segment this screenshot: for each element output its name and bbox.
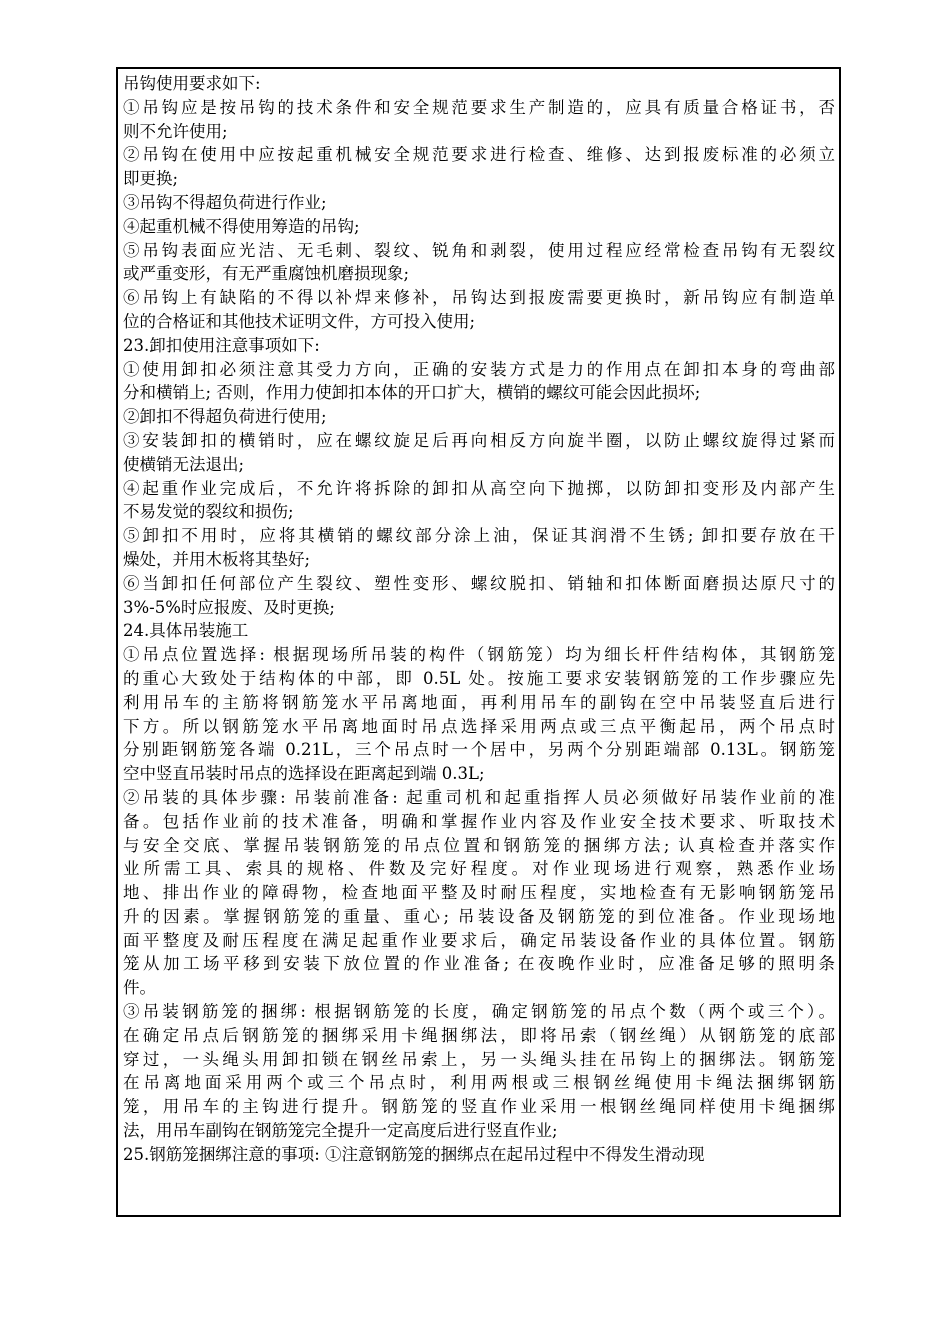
text-line: 不易发觉的裂纹和损伤; [123, 502, 294, 522]
text-line: 在确定吊点后钢筋笼的捆绑采用卡绳捆绑法，即将吊索（钢丝绳）从钢筋笼的底部 [123, 1025, 835, 1045]
text-line: 面平整度及耐压程度在满足起重作业要求后，确定吊装设备作业的具体位置。钢筋 [123, 930, 835, 950]
text-line: 业所需工具、索具的规格、件数及完好程度。对作业现场进行观察，熟悉作业场 [123, 859, 835, 879]
text-line: ⑥吊钩上有缺陷的不得以补焊来修补，吊钩达到报废需要更换时，新吊钩应有制造单 [123, 288, 835, 308]
text-line: ②吊装的具体步骤: 吊装前准备: 起重司机和起重指挥人员必须做好吊装作业前的准 [123, 787, 835, 807]
text-line: ③吊钩不得超负荷进行作业; [123, 192, 327, 212]
text-line: 24.具体吊装施工 [123, 621, 249, 641]
text-line: 或严重变形，有无严重腐蚀机磨损现象; [123, 264, 410, 284]
text-line: 空中竖直吊装时吊点的选择设在距离起到端 0.3L; [123, 764, 485, 784]
text-line: 吊钩使用要求如下: [123, 74, 261, 93]
text-line: 则不允许使用; [123, 121, 228, 141]
text-line: ②卸扣不得超负荷进行使用; [123, 407, 327, 427]
text-line: 笼从加工场平移到安装下放位置的作业准备; 在夜晚作业时，应准备足够的照明条 [123, 954, 835, 974]
text-line: 利用吊车的主筋将钢筋笼水平吊离地面，再利用吊车的副钩在空中吊装竖直后进行 [123, 692, 835, 712]
text-line: 分别距钢筋笼各端 0.21L，三个吊点时一个居中，另两个分别距端部 0.13L。钢筋笼 [123, 740, 835, 760]
text-line: 件。 [123, 978, 156, 998]
text-line: ①吊点位置选择: 根据现场所吊装的构件（钢筋笼）均为细长杆件结构体，其钢筋笼 [123, 645, 835, 665]
text-line: 笼，用吊车的主钩进行提升。钢筋笼的竖直作业采用一根钢丝绳同样使用卡绳捆绑 [123, 1097, 835, 1117]
text-line: 23.卸扣使用注意事项如下: [123, 335, 320, 355]
text-line: 3%-5%时应报废、及时更换; [123, 597, 335, 617]
text-line: 穿过，一头绳头用卸扣锁在钢丝吊索上，另一头绳头挂在吊钩上的捆绑法。钢筋笼 [123, 1049, 835, 1069]
text-line: ③安装卸扣的横销时，应在螺纹旋足后再向相反方向旋半圈，以防止螺纹旋得过紧而 [123, 430, 835, 450]
text-line: ④起重作业完成后，不允许将拆除的卸扣从高空向下抛掷，以防卸扣变形及内部产生 [123, 478, 835, 498]
text-line: 分和横销上; 否则，作用力使卸扣本体的开口扩大，横销的螺纹可能会因此损坏; [123, 383, 701, 403]
text-line: ⑥当卸扣任何部位产生裂纹、塑性变形、螺纹脱扣、销轴和扣体断面磨损达原尺寸的 [123, 573, 835, 593]
text-line: 升的因素。掌握钢筋笼的重量、重心; 吊装设备及钢筋笼的到位准备。作业现场地 [123, 906, 835, 926]
text-line: ②吊钩在使用中应按起重机械安全规范要求进行检查、维修、达到报废标准的必须立 [123, 145, 835, 165]
text-line: ①使用卸扣必须注意其受力方向，正确的安装方式是力的作用点在卸扣本身的弯曲部 [123, 359, 835, 379]
text-line: 即更换; [123, 169, 179, 189]
text-line: ①吊钩应是按吊钩的技术条件和安全规范要求生产制造的，应具有质量合格证书，否 [123, 97, 835, 117]
text-line: 法，用吊车副钩在钢筋笼完全提升一定高度后进行竖直作业; [123, 1121, 558, 1141]
text-line: 的重心大致处于结构体的中部，即 0.5L 处。按施工要求安装钢筋笼的工作步骤应先 [123, 668, 835, 688]
document-body [123, 72, 835, 1167]
text-line: 25.钢筋笼捆绑注意的事项: ①注意钢筋笼的捆绑点在起吊过程中不得发生滑动现 [123, 1144, 705, 1164]
text-line: 位的合格证和其他技术证明文件，方可投入使用; [123, 311, 476, 331]
text-line: 地、排出作业的障碍物，检查地面平整及时耐压程度，实地检查有无影响钢筋笼吊 [123, 883, 835, 903]
text-line: 在吊离地面采用两个或三个吊点时，利用两根或三根钢丝绳使用卡绳法捆绑钢筋 [123, 1073, 835, 1093]
text-line: 备。包括作业前的技术准备，明确和掌握作业内容及作业安全技术要求、听取技术 [123, 811, 835, 831]
text-line: 下方。所以钢筋笼水平吊离地面时吊点选择采用两点或三点平衡起吊，两个吊点时 [123, 716, 835, 736]
text-line: ⑤卸扣不用时，应将其横销的螺纹部分涂上油，保证其润滑不生锈; 卸扣要存放在干 [123, 526, 835, 546]
text-line: 使横销无法退出; [123, 454, 245, 474]
text-line: ⑤吊钩表面应光洁、无毛刺、裂纹、锐角和剥裂，使用过程应经常检查吊钩有无裂纹 [123, 240, 835, 260]
text-line: 燥处，并用木板将其垫好; [123, 549, 311, 569]
text-line: ④起重机械不得使用筹造的吊钩; [123, 216, 360, 236]
text-line: 与安全交底、掌握吊装钢筋笼的吊点位置和钢筋笼的捆绑方法; 认真检查并落实作 [123, 835, 835, 855]
text-line: ③吊装钢筋笼的捆绑: 根据钢筋笼的长度，确定钢筋笼的吊点个数（两个或三个）。 [123, 1002, 835, 1022]
